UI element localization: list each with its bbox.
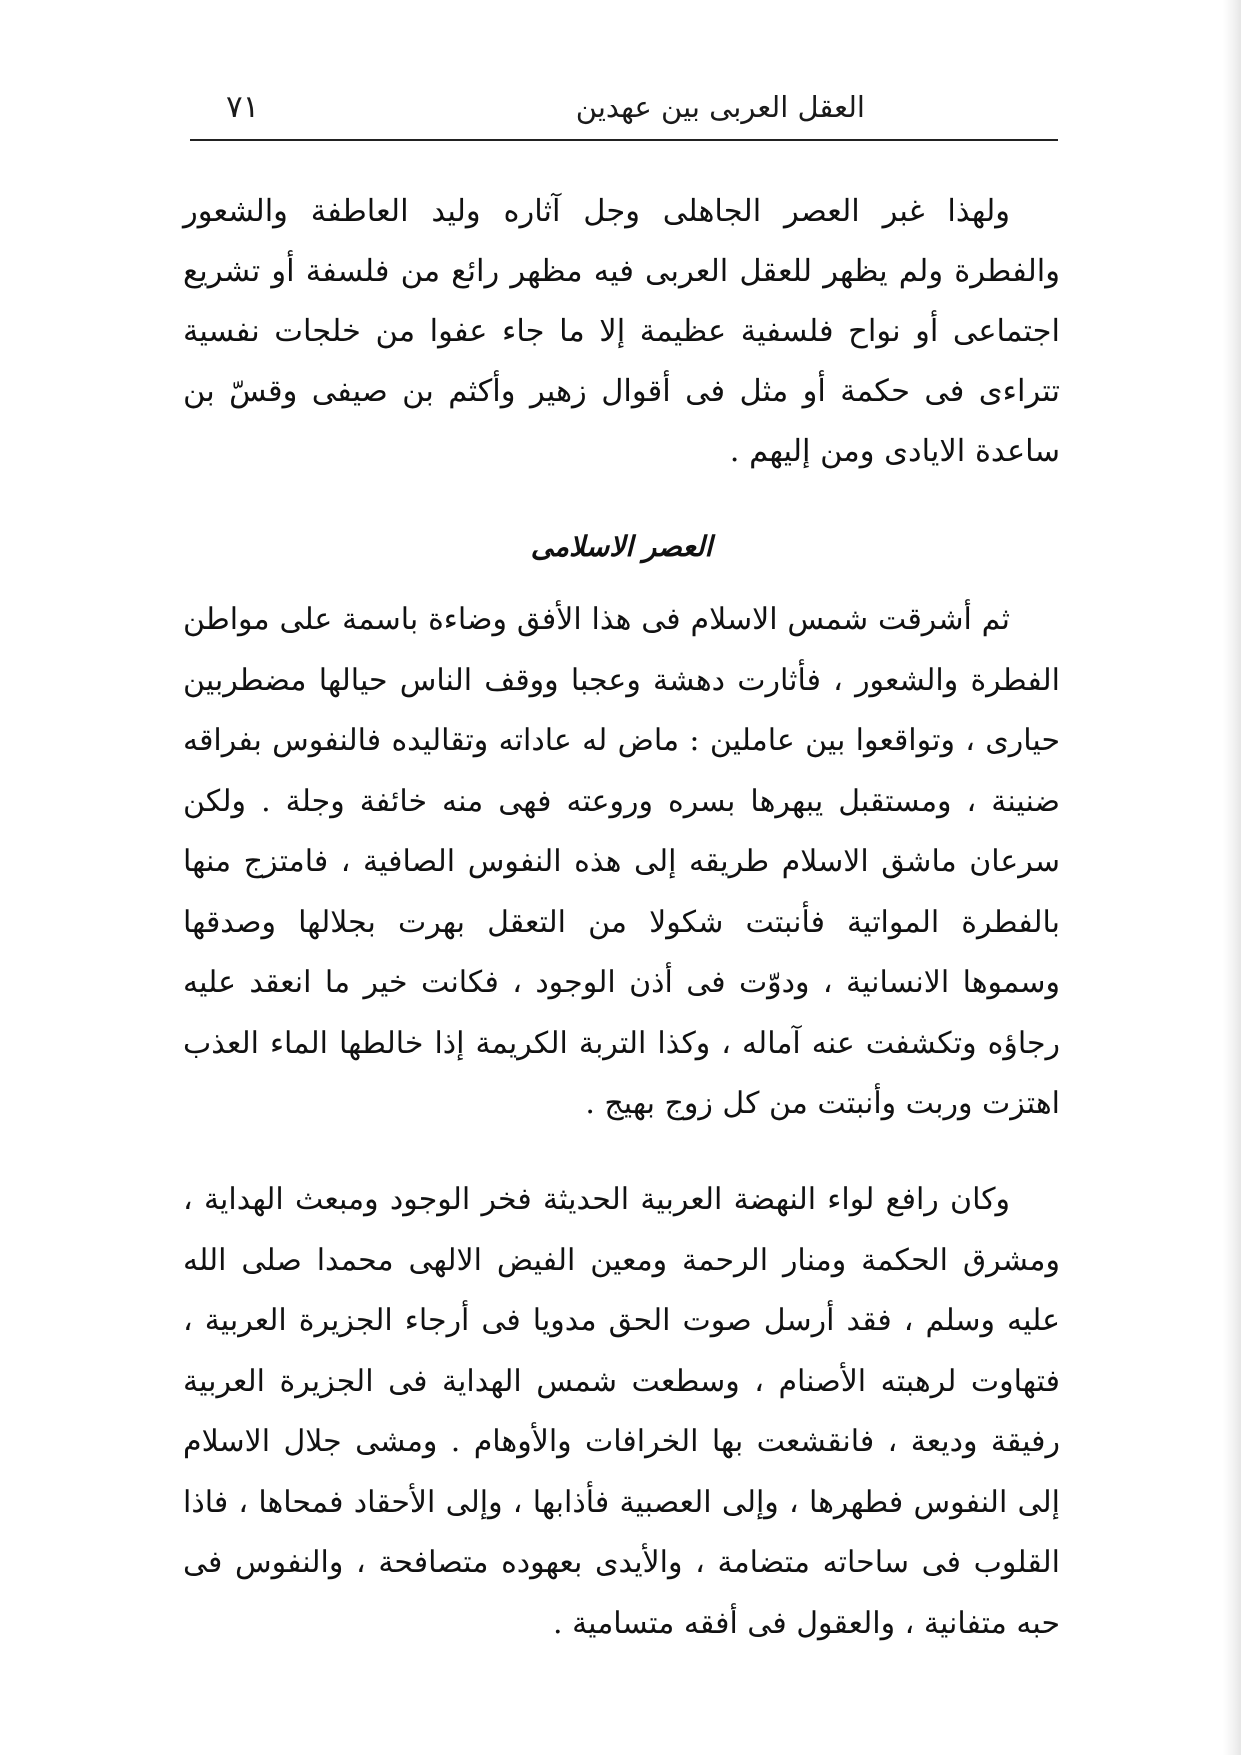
section-heading: العصر الاسلامى bbox=[530, 530, 713, 563]
text-block-1 bbox=[183, 182, 1060, 482]
paragraph-islam-dawn: ثم أشرقت شمس الاسلام فى هذا الأفق وضاءة باسمة على مواطن الفطرة والشعور ، فأثارت دهشة وعجبا ووقف الناس حيالها مضطربين حيارى ، وتواقعوا بين عاملين : ماض له عاداته وتقاليده فالنفوس بفراقه ضنينة ، ومستقبل يبهرها بسره وروعته فهى منه خائفة وجلة . ولكن سرعان ماشق الاسلام طريقه إلى هذه النفوس الصافية ، فامتزج منها بالفطرة المواتية فأنبتت شكولا من التعقل بهرت بجلالها وصدقها وسموها الانسانية ، ودوّت فى أذن الوجود ، فكانت خير ما انعقد عليه رجاؤه وتكشفت عنه آماله ، وكذا التربة الكريمة إذا خالطها الماء العذب اهتزت وربت وأنبتت من كل زوج بهيج . bbox=[183, 602, 1061, 1121]
scan-edge-shadow bbox=[1223, 0, 1241, 1755]
running-header bbox=[190, 86, 1060, 136]
header-rule bbox=[190, 139, 1058, 141]
page-number: ٧١ bbox=[226, 89, 260, 125]
running-title: العقل العربى بين عهدين bbox=[575, 90, 865, 124]
paragraph-prophet: وكان رافع لواء النهضة العربية الحديثة فخر الوجود ومبعث الهداية ، ومشرق الحكمة ومنار الرحمة ومعين الفيض الالهى محمدا صلى الله عليه وسلم ، فقد أرسل صوت الحق مدويا فى أرجاء الجزيرة العربية ، فتهاوت لرهبته الأصنام ، وسطعت شمس الهداية فى الجزيرة العربية رفيقة وديعة ، فانقشعت بها الخرافات والأوهام . ومشى جلال الاسلام إلى النفوس فطهرها ، وإلى العصبية فأذابها ، وإلى الأحقاد فمحاها ، فاذا القلوب فى ساحاته متضامة ، والأيدى بعهوده متصافحة ، والنفوس فى حبه متفانية ، والعقول فى أفقه متسامية . bbox=[183, 1182, 1060, 1641]
text-block-3 bbox=[183, 1170, 1060, 1654]
text-block-2 bbox=[183, 590, 1060, 1135]
paragraph-pre-islamic: ولهذا غبر العصر الجاهلى وجل آثاره وليد العاطفة والشعور والفطرة ولم يظهر للعقل العربى فيه مظهر رائع من فلسفة أو تشريع اجتماعى أو نواح فلسفية عظيمة إلا ما جاء عفوا من خلجات نفسية تتراءى فى حكمة أو مثل فى أقوال زهير وأكثم بن صيفى وقسّ بن ساعدة الايادى ومن إليهم . bbox=[183, 194, 1060, 469]
